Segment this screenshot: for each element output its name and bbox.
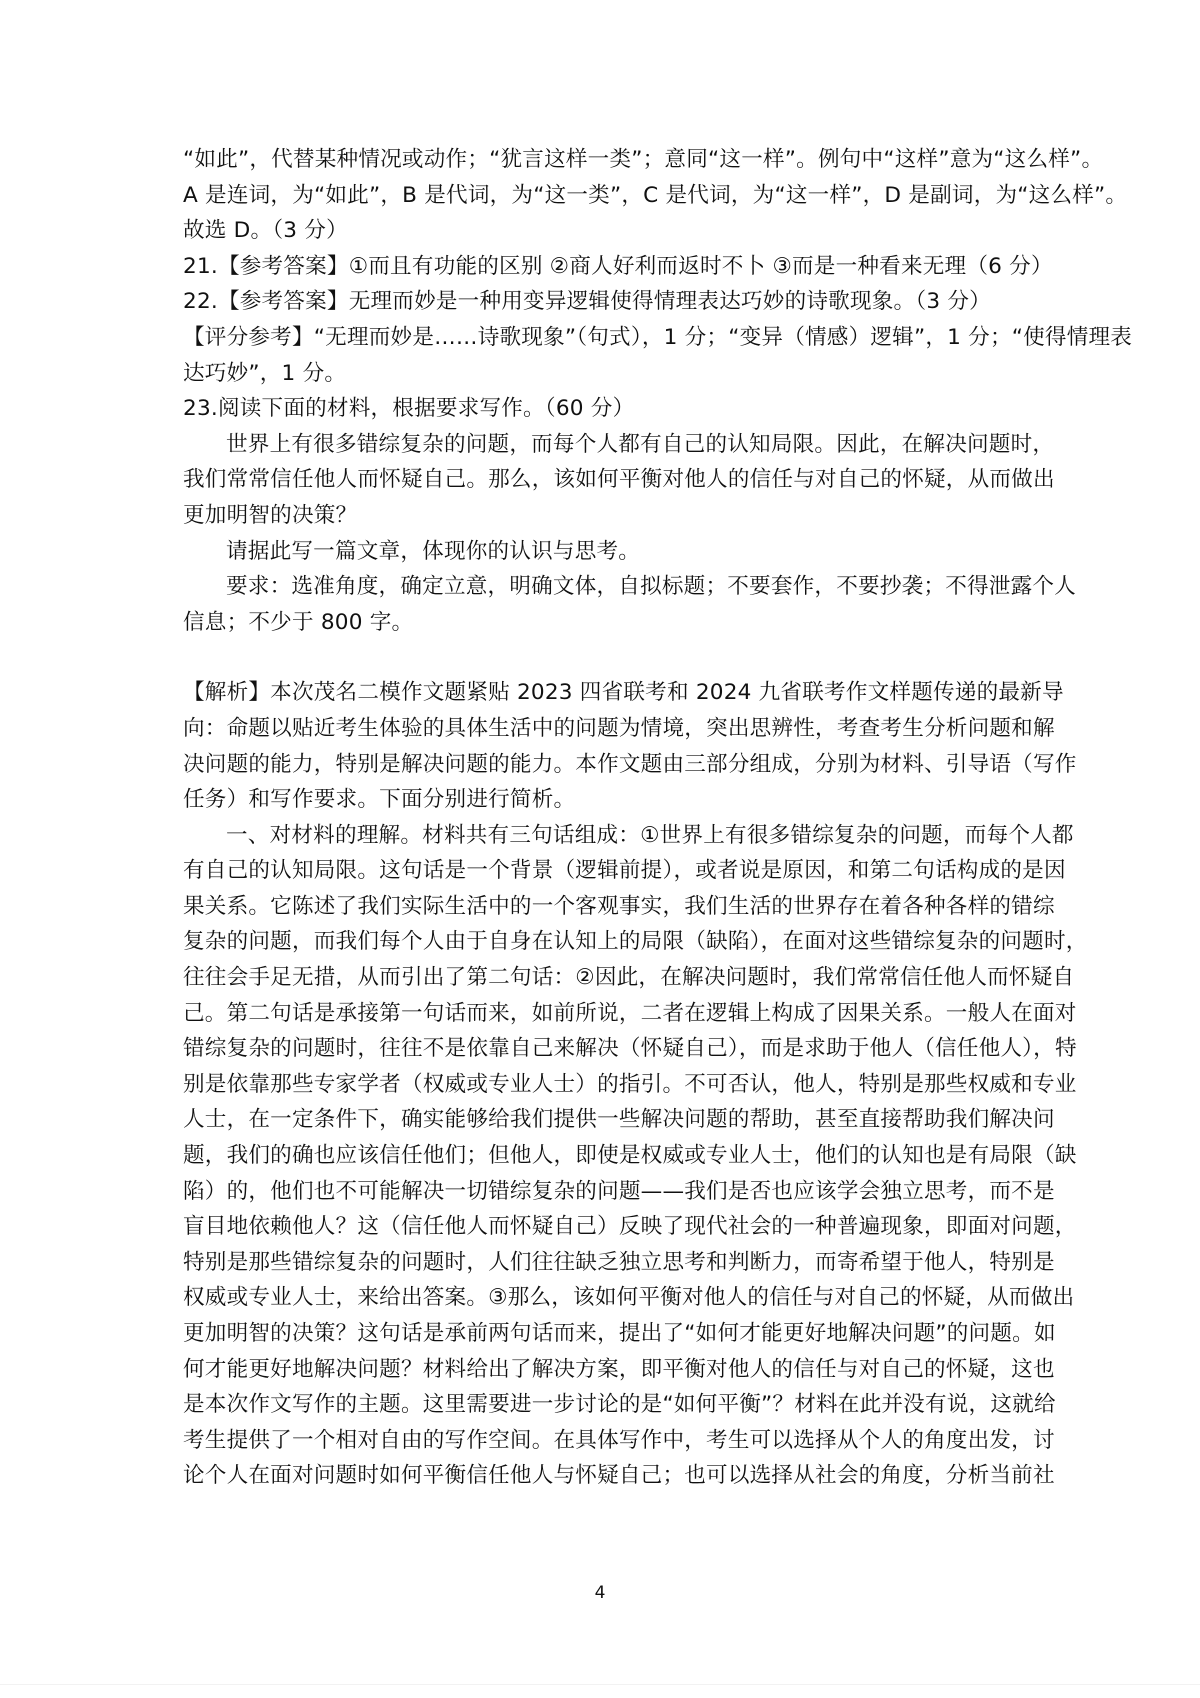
analysis-section-one-line-8: 别是依靠那些专家学者（权威或专业人士）的指引。不可否认，他人，特别是那些权威和专业 [183,1071,1077,1097]
analysis-section-one-line-16: 何才能更好地解决问题？材料给出了解决方案，即平衡对他人的信任与对自己的怀疑，这也 [183,1356,1055,1382]
page-bottom-divider [0,1684,1200,1685]
analysis-intro-line-2: 向：命题以贴近考生体验的具体生活中的问题为情境，突出思辨性，考查考生分析问题和解 [183,715,1055,741]
q23-requirements-line-2: 信息；不少于 800 字。 [183,609,414,635]
analysis-section-one-line-1: 一、对材料的理解。材料共有三句话组成：①世界上有很多错综复杂的问题，而每个人都 [226,822,1074,848]
section-gap [183,640,1028,675]
analysis-section-one-line-17: 是本次作文写作的主题。这里需要进一步讨论的是“如何平衡”？材料在此并没有说，这就给 [183,1392,1056,1418]
q23-material-line-3: 更加明智的决策？ [183,502,358,528]
analysis-section-one-line-19: 论个人在面对问题时如何平衡信任他人与怀疑自己；也可以选择从社会的角度，分析当前社 [183,1463,1055,1489]
q20-explanation-line-3: 故选 D。（3 分） [183,218,348,244]
page-content [183,142,1133,1494]
q21-answer: 21.【参考答案】①而且有功能的区别 ②商人好利而返时不卜 ③而是一种看来无理（6 分） [183,253,1053,279]
analysis-section-one-line-9: 人士，在一定条件下，确实能够给我们提供一些解决问题的帮助，甚至直接帮助我们解决问 [183,1107,1055,1133]
q23-requirements-line-1: 要求：选准角度，确定立意，明确文体，自拟标题；不要套作，不要抄袭；不得泄露个人 [226,574,1076,600]
analysis-section-one-line-4: 复杂的问题，而我们每个人由于自身在认知上的局限（缺陷），在面对这些错综复杂的问题时， [183,929,1088,955]
q23-title: 23.阅读下面的材料，根据要求写作。（60 分） [183,396,635,422]
analysis-section-one-line-2: 有自己的认知局限。这句话是一个背景（逻辑前提），或者说是原因，和第二句话构成的是因 [183,858,1066,884]
analysis-section-one-line-7: 错综复杂的问题时，往往不是依靠自己来解决（怀疑自己），而是求助于他人（信任他人），特 [183,1036,1077,1062]
q22-answer: 22.【参考答案】无理而妙是一种用变异逻辑使得情理表达巧妙的诗歌现象。（3 分） [183,289,991,315]
analysis-section-one-line-11: 陷）的，他们也不可能解决一切错综复杂的问题——我们是否也应该学会独立思考，而不是 [183,1178,1055,1204]
analysis-intro-line-3: 决问题的能力，特别是解决问题的能力。本作文题由三部分组成，分别为材料、引导语（写作 [183,751,1077,777]
analysis-section-one-line-5: 往往会手足无措，从而引出了第二句话：②因此，在解决问题时，我们常常信任他人而怀疑自 [183,965,1075,991]
q23-task: 请据此写一篇文章，体现你的认识与思考。 [226,538,641,564]
q20-explanation-line-2: A 是连词，为“如此”，B 是代词，为“这一类”，C 是代词，为“这一样”，D 是副词，为“这么样”。 [183,182,1128,208]
q22-scoring-line-1: 【评分参考】“无理而妙是……诗歌现象”（句式），1 分；“变异（情感）逻辑”，1 分；“使得情理表 [183,324,1133,350]
analysis-section-one-line-3: 果关系。它陈述了我们实际生活中的一个客观事实，我们生活的世界存在着各种各样的错综 [183,893,1055,919]
analysis-intro-line-1: 【解析】本次茂名二模作文题紧贴 2023 四省联考和 2024 九省联考作文样题传递的最新导 [183,680,1064,706]
analysis-section-one-line-10: 题，我们的确也应该信任他们；但他人，即使是权威或专业人士，他们的认知也是有局限（缺 [183,1143,1077,1169]
analysis-intro-line-4: 任务）和写作要求。下面分别进行简析。 [183,787,576,813]
analysis-section-one-line-18: 考生提供了一个相对自由的写作空间。在具体写作中，考生可以选择从个人的角度出发，讨 [183,1427,1055,1453]
analysis-section-one-line-6: 己。第二句话是承接第一句话而来，如前所说，二者在逻辑上构成了因果关系。一般人在面对 [183,1000,1077,1026]
analysis-section-one-line-15: 更加明智的决策？这句话是承前两句话而来，提出了“如何才能更好地解决问题”的问题。如 [183,1321,1056,1346]
q23-material-line-2: 我们常常信任他人而怀疑自己。那么，该如何平衡对他人的信任与对自己的怀疑，从而做出 [183,467,1055,493]
q20-explanation-line-1: “如此”，代替某种情况或动作；“犹言这样一类”；意同“这一样”。例句中“这样”意为“这么样”。 [183,147,1104,172]
q22-scoring-line-2: 达巧妙”，1 分。 [183,360,347,386]
analysis-section-one-line-12: 盲目地依赖他人？这（信任他人而怀疑自己）反映了现代社会的一种普遍现象，即面对问题， [183,1214,1077,1240]
page-number: 4 [594,1583,606,1603]
analysis-section-one-line-14: 权威或专业人士，来给出答案。③那么，该如何平衡对他人的信任与对自己的怀疑，从而做出 [183,1285,1075,1311]
q23-material-line-1: 世界上有很多错综复杂的问题，而每个人都有自己的认知局限。因此，在解决问题时， [226,431,1055,457]
analysis-section-one-line-13: 特别是那些错综复杂的问题时，人们往往缺乏独立思考和判断力，而寄希望于他人，特别是 [183,1249,1055,1275]
